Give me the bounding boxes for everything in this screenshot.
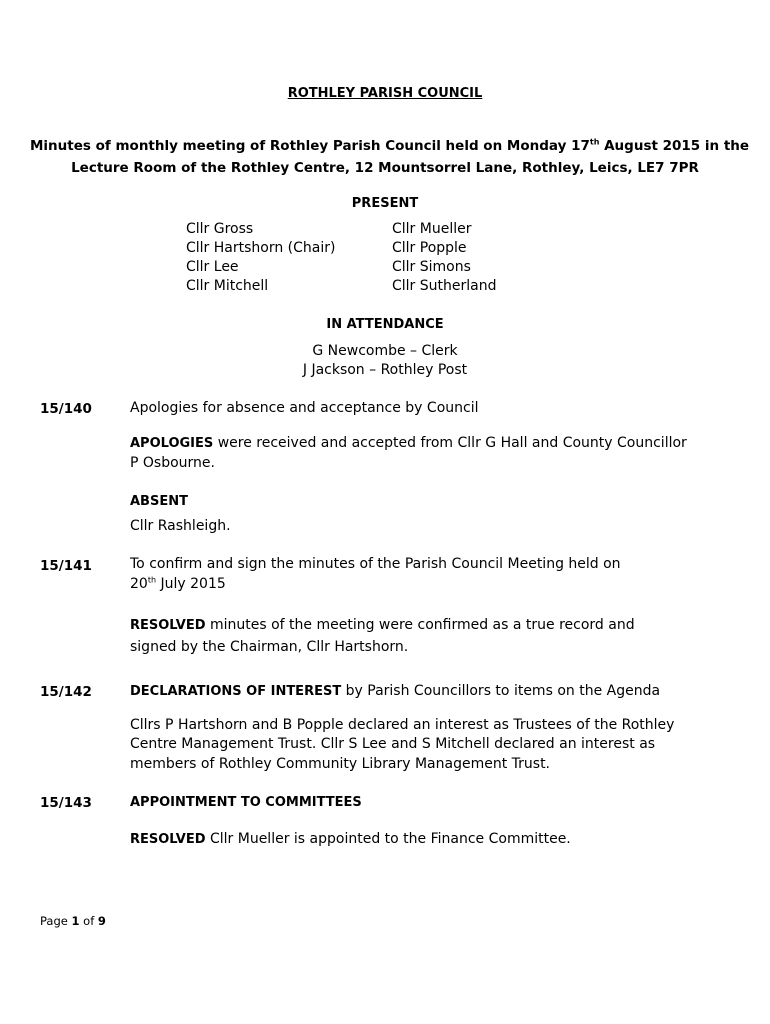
attendee: G Newcombe – Clerk — [312, 343, 458, 359]
meeting-intro-line2: Lecture Room of the Rothley Centre, 12 Mountsorrel Lane, Rothley, Leics, LE7 7PR — [71, 160, 699, 176]
resolution-line: RESOLVED Cllr Mueller is appointed to the Finance Committee. — [130, 831, 571, 847]
resolution-line: signed by the Chairman, Cllr Hartshorn. — [130, 639, 409, 655]
declaration-line: Cllrs P Hartshorn and B Popple declared an interest as Trustees of the Rothley — [130, 717, 675, 733]
page-footer: Page 1 of 9 — [40, 914, 106, 928]
meeting-date: 20th July 2015 — [130, 575, 226, 592]
present-member: Cllr Popple — [392, 240, 467, 256]
declaration-line: Centre Management Trust. Cllr S Lee and S Mitchell declared an interest as — [130, 736, 656, 752]
absent-text: Cllr Rashleigh. — [130, 518, 231, 534]
item-title: Apologies for absence and acceptance by Council — [130, 400, 479, 416]
item-number: 15/140 — [40, 401, 92, 417]
attendance-heading: IN ATTENDANCE — [326, 317, 444, 332]
item-number: 15/143 — [40, 795, 92, 811]
meeting-intro-line1: Minutes of monthly meeting of Rothley Parish Council held on Monday 17th August 2015 in the — [30, 137, 750, 154]
document-title: ROTHLEY PARISH COUNCIL — [287, 86, 483, 101]
item-title: To confirm and sign the minutes of the Parish Council Meeting held on — [130, 556, 621, 572]
present-member: Cllr Mueller — [392, 221, 472, 237]
present-member: Cllr Gross — [186, 221, 254, 237]
resolution-line: RESOLVED minutes of the meeting were confirmed as a true record and — [130, 617, 635, 633]
declaration-line: members of Rothley Community Library Management Trust. — [130, 756, 551, 772]
present-heading: PRESENT — [351, 196, 419, 211]
apologies-line: P Osbourne. — [130, 455, 215, 471]
present-member: Cllr Simons — [392, 259, 471, 275]
present-member: Cllr Mitchell — [186, 278, 269, 294]
present-member: Cllr Hartshorn (Chair) — [186, 240, 336, 256]
item-number: 15/141 — [40, 558, 92, 574]
attendee: J Jackson – Rothley Post — [302, 362, 468, 378]
present-member: Cllr Sutherland — [392, 278, 497, 294]
item-title: DECLARATIONS OF INTEREST by Parish Councillors to items on the Agenda — [130, 683, 661, 699]
item-title: APPOINTMENT TO COMMITTEES — [130, 795, 362, 810]
apologies-line: APOLOGIES were received and accepted from Cllr G Hall and County Councillor — [130, 435, 687, 451]
absent-label: ABSENT — [130, 494, 188, 509]
present-member: Cllr Lee — [186, 259, 239, 275]
item-number: 15/142 — [40, 684, 92, 700]
